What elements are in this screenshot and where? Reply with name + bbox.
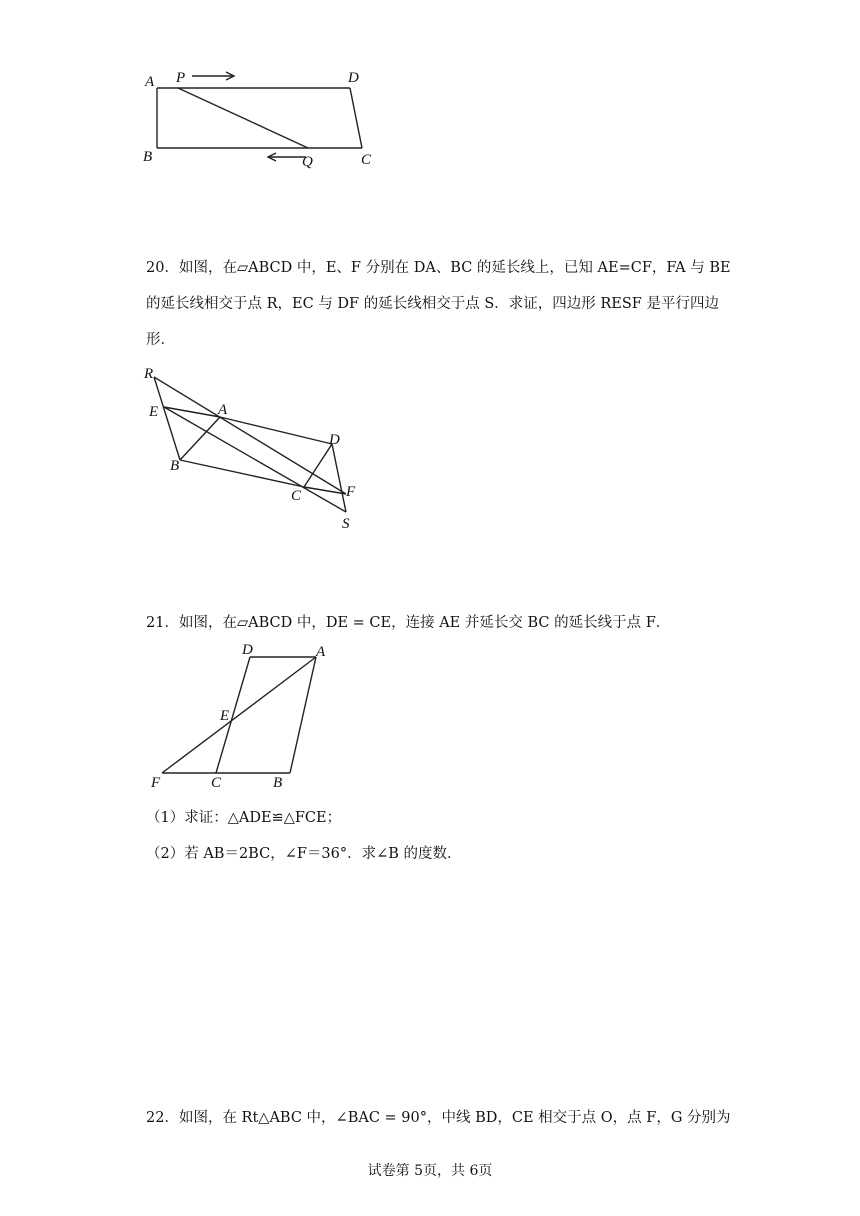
question-22-stem: 22．如图，在 Rt△ABC 中，∠BAC = 90°，中线 BD，CE 相交于点 O，点 F，G 分别为 — [146, 1110, 731, 1126]
label-E: E — [220, 708, 230, 724]
label-Q: Q — [302, 154, 313, 170]
label-P: P — [176, 70, 186, 86]
question-21-stem: 21．如图，在▱ABCD 中，DE = CE，连接 AE 并延长交 BC 的延长线于点 F． — [146, 615, 671, 631]
figure-parallelogram-resf — [136, 360, 376, 540]
label-D: D — [348, 70, 359, 86]
q20-line-3: 形． — [146, 332, 175, 348]
figure-rectangle-pq — [130, 60, 400, 180]
label-C: C — [361, 152, 372, 168]
question-20 — [146, 250, 746, 358]
label-D: D — [329, 432, 340, 448]
q20-line-1: 20．如图，在▱ABCD 中，E、F 分别在 DA、BC 的延长线上，已知 AE=CF，FA 与 BE — [146, 260, 731, 276]
label-C: C — [291, 488, 302, 504]
label-A: A — [316, 644, 326, 660]
label-S: S — [342, 516, 350, 532]
label-C: C — [211, 775, 222, 791]
label-R: R — [144, 366, 154, 382]
label-A: A — [218, 402, 228, 418]
label-D: D — [242, 642, 253, 658]
page-footer: 试卷第 5页，共 6页 — [367, 1163, 493, 1179]
label-E: E — [149, 404, 159, 420]
figure-parallelogram-abcd-ef — [140, 640, 360, 795]
q21-part-1: （1）求证：△ADE≌△FCE； — [146, 810, 342, 826]
label-A: A — [145, 74, 155, 90]
label-B: B — [143, 149, 153, 165]
label-F: F — [151, 775, 161, 791]
q21-part-2: （2）若 AB＝2BC，∠F＝36°．求∠B 的度数． — [146, 846, 462, 862]
label-F: F — [346, 484, 356, 500]
label-B: B — [273, 775, 283, 791]
q20-line-2: 的延长线相交于点 R，EC 与 DF 的延长线相交于点 S．求证，四边形 RESF 是平行四边 — [146, 296, 719, 312]
label-B: B — [170, 458, 180, 474]
